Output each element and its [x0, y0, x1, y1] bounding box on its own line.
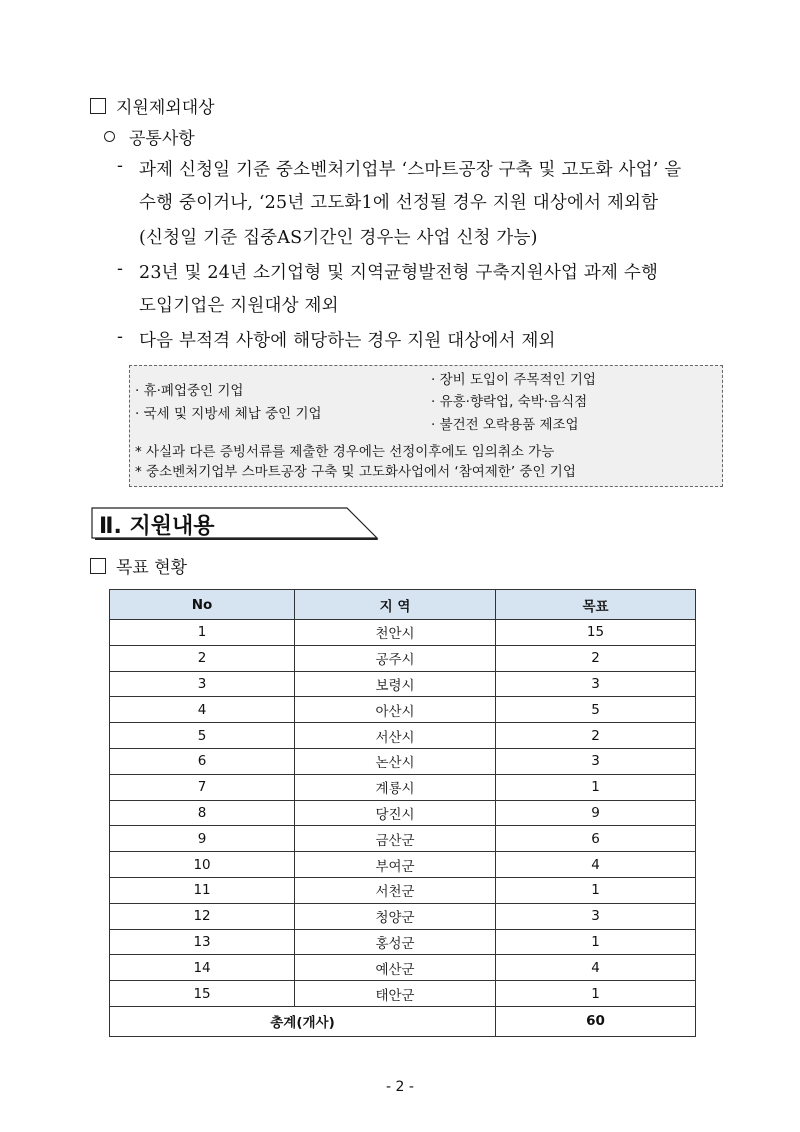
cell-no: 9: [110, 826, 295, 852]
cell-no: 1: [110, 620, 295, 646]
cell-no: 12: [110, 903, 295, 929]
table-row: [110, 620, 696, 646]
table-row: [110, 671, 696, 697]
checkbox-square-icon: [90, 98, 106, 114]
cell-no: 14: [110, 955, 295, 981]
bullet-continuation: [0, 224, 800, 254]
table-row: [110, 645, 696, 671]
cell-no: 13: [110, 929, 295, 955]
cell-target: 4: [496, 955, 696, 981]
cell-no: 6: [110, 748, 295, 774]
bullet-line: 23년 및 24년 소기업형 및 지역균형발전형 구축지원사업 과제 수행: [139, 263, 659, 283]
section-header: [89, 506, 379, 540]
page-number: - 2 -: [386, 1079, 414, 1095]
section-title: Ⅱ. 지원내용: [99, 514, 215, 539]
cell-target: 15: [496, 620, 696, 646]
cell-region: 서천군: [295, 877, 496, 903]
common-heading: [104, 124, 195, 149]
table-row: [110, 774, 696, 800]
table-row: [110, 955, 696, 981]
cell-target: 5: [496, 697, 696, 723]
cell-region: 홍성군: [295, 929, 496, 955]
bullet-line: 과제 신청일 기준 중소벤처기업부 ‘스마트공장 구축 및 고도화 사업’ 을: [139, 160, 682, 180]
cell-region: 청양군: [295, 903, 496, 929]
bullet-item: [0, 156, 800, 186]
cell-target: 1: [496, 774, 696, 800]
cell-target: 1: [496, 981, 696, 1007]
cell-region: 공주시: [295, 645, 496, 671]
column-header-no: No: [110, 590, 295, 620]
table-row: [110, 800, 696, 826]
cell-target: 1: [496, 929, 696, 955]
cell-target: 2: [496, 645, 696, 671]
cell-target: 2: [496, 723, 696, 749]
column-header-target: 목표: [496, 590, 696, 620]
box-note: * 중소벤처기업부 스마트공장 구축 및 고도화사업에서 ‘참여제한’ 중인 기업: [135, 464, 576, 480]
goal-heading: [90, 553, 187, 578]
ineligible-item: · 장비 도입이 주목적인 기업: [431, 372, 596, 388]
table-row: [110, 929, 696, 955]
ineligibility-box: [129, 365, 723, 487]
checkbox-square-icon: [90, 558, 106, 574]
cell-target: 3: [496, 903, 696, 929]
cell-no: 2: [110, 645, 295, 671]
cell-no: 10: [110, 852, 295, 878]
cell-no: 5: [110, 723, 295, 749]
bullet-line: 다음 부적격 사항에 해당하는 경우 지원 대상에서 제외: [139, 331, 556, 351]
cell-no: 3: [110, 671, 295, 697]
cell-no: 15: [110, 981, 295, 1007]
bullet-item: [0, 327, 800, 357]
cell-no: 8: [110, 800, 295, 826]
table-total-row: [110, 1006, 696, 1036]
cell-region: 태안군: [295, 981, 496, 1007]
table-row: [110, 981, 696, 1007]
cell-no: 7: [110, 774, 295, 800]
table-row: [110, 697, 696, 723]
total-label: 총계(개사): [110, 1006, 496, 1036]
cell-target: 9: [496, 800, 696, 826]
cell-target: 1: [496, 877, 696, 903]
common-heading-text: 공통사항: [129, 129, 195, 149]
dash-marker: -: [117, 259, 124, 279]
cell-target: 3: [496, 671, 696, 697]
exclusion-heading-text: 지원제외대상: [116, 98, 215, 118]
cell-region: 서산시: [295, 723, 496, 749]
bullet-line: (신청일 기준 집중AS기간인 경우는 사업 신청 가능): [139, 228, 538, 248]
circle-bullet-icon: [104, 131, 115, 142]
ineligible-item: · 불건전 오락용품 제조업: [431, 417, 579, 433]
cell-target: 4: [496, 852, 696, 878]
bullet-line: 수행 중이거나, ‘25년 고도화1에 선정될 경우 지원 대상에서 제외함: [139, 193, 659, 213]
cell-no: 11: [110, 877, 295, 903]
table-row: [110, 826, 696, 852]
goal-table: [109, 589, 696, 1037]
bullet-continuation: [0, 189, 800, 219]
cell-target: 3: [496, 748, 696, 774]
dash-marker: -: [117, 327, 124, 347]
table-row: [110, 748, 696, 774]
cell-no: 4: [110, 697, 295, 723]
table-header-row: [110, 590, 696, 620]
table-row: [110, 903, 696, 929]
dash-marker: -: [117, 156, 124, 176]
cell-region: 천안시: [295, 620, 496, 646]
cell-region: 보령시: [295, 671, 496, 697]
cell-region: 부여군: [295, 852, 496, 878]
cell-region: 예산군: [295, 955, 496, 981]
ineligible-item: · 국세 및 지방세 체납 중인 기업: [135, 406, 322, 422]
bullet-line: 도입기업은 지원대상 제외: [139, 296, 339, 316]
total-value: 60: [496, 1006, 696, 1036]
table-row: [110, 877, 696, 903]
box-note: * 사실과 다른 증빙서류를 제출한 경우에는 선정이후에도 임의취소 가능: [135, 444, 555, 460]
goal-heading-text: 목표 현황: [116, 558, 188, 578]
cell-target: 6: [496, 826, 696, 852]
column-header-region: 지 역: [295, 590, 496, 620]
cell-region: 논산시: [295, 748, 496, 774]
table-row: [110, 723, 696, 749]
table-row: [110, 852, 696, 878]
cell-region: 당진시: [295, 800, 496, 826]
cell-region: 계룡시: [295, 774, 496, 800]
cell-region: 아산시: [295, 697, 496, 723]
cell-region: 금산군: [295, 826, 496, 852]
ineligible-item: · 유흥·향락업, 숙박·음식점: [431, 394, 588, 410]
bullet-item: [0, 259, 800, 289]
ineligible-item: · 휴·폐업중인 기업: [135, 383, 244, 399]
bullet-continuation: [0, 292, 800, 322]
exclusion-heading: [90, 93, 215, 118]
